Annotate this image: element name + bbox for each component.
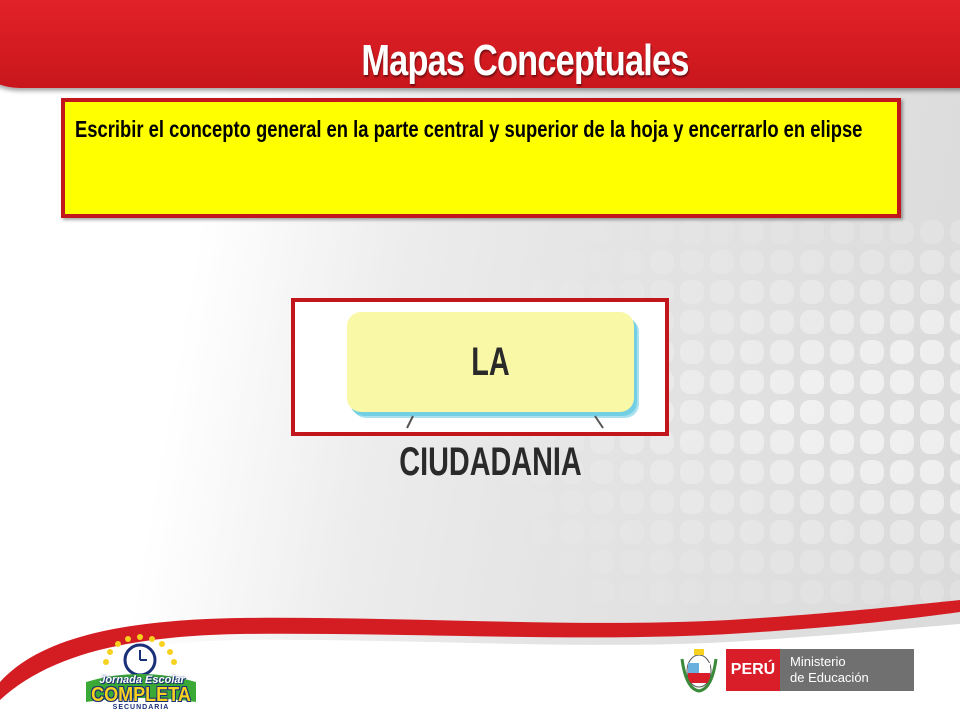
background-dot <box>950 460 960 484</box>
background-dot <box>830 340 854 364</box>
background-dot <box>680 370 704 394</box>
background-dot <box>920 220 944 244</box>
background-dot <box>740 250 764 274</box>
concept-label: LA CIUDADANIA <box>399 340 582 484</box>
background-dot <box>920 430 944 454</box>
background-dot <box>770 310 794 334</box>
background-dot <box>890 520 914 544</box>
background-dot <box>710 280 734 304</box>
background-dot <box>770 370 794 394</box>
background-dot <box>830 220 854 244</box>
background-dot <box>710 340 734 364</box>
background-dot <box>710 370 734 394</box>
background-dot <box>770 550 794 574</box>
background-dot <box>860 520 884 544</box>
background-dot <box>590 220 614 244</box>
background-dot <box>770 520 794 544</box>
background-dot <box>740 400 764 424</box>
ministry-name-line-2: de Educación <box>790 670 869 685</box>
background-dot <box>830 280 854 304</box>
background-dot <box>830 490 854 514</box>
connector-lines <box>295 302 665 484</box>
background-dot <box>740 220 764 244</box>
background-dot <box>890 310 914 334</box>
background-dot <box>770 340 794 364</box>
background-dot <box>830 310 854 334</box>
background-dot <box>740 550 764 574</box>
background-dot <box>950 550 960 574</box>
background-dot <box>620 460 644 484</box>
background-dot <box>770 280 794 304</box>
ministerio-educacion-logo <box>676 645 916 695</box>
background-dot <box>620 250 644 274</box>
background-dot <box>680 310 704 334</box>
background-dot <box>710 250 734 274</box>
background-dot <box>920 400 944 424</box>
background-dot <box>680 550 704 574</box>
background-dot <box>770 250 794 274</box>
background-dot <box>950 250 960 274</box>
peru-label: PERÚ <box>726 649 780 691</box>
background-dot <box>890 460 914 484</box>
background-dot <box>800 490 824 514</box>
background-dot <box>830 460 854 484</box>
background-dot <box>590 520 614 544</box>
background-dot <box>950 370 960 394</box>
background-dot <box>590 490 614 514</box>
background-dot <box>800 280 824 304</box>
background-dot <box>650 250 674 274</box>
background-dot <box>830 430 854 454</box>
background-dot <box>740 490 764 514</box>
background-dot <box>950 520 960 544</box>
background-dot <box>650 550 674 574</box>
background-dot <box>740 460 764 484</box>
background-dot <box>920 490 944 514</box>
background-dot <box>710 550 734 574</box>
background-dot <box>950 430 960 454</box>
logo-line-3: SECUNDARIA <box>112 704 170 711</box>
escudo-peru-icon <box>676 645 722 695</box>
background-dot <box>800 400 824 424</box>
background-dot <box>770 460 794 484</box>
background-dot <box>890 430 914 454</box>
background-dot <box>920 340 944 364</box>
background-dot <box>920 310 944 334</box>
background-dot <box>950 340 960 364</box>
background-dot <box>890 280 914 304</box>
background-dot <box>830 520 854 544</box>
background-dot <box>890 250 914 274</box>
background-dot <box>530 520 554 544</box>
background-dot <box>950 310 960 334</box>
background-dot <box>860 490 884 514</box>
instruction-box <box>61 98 901 218</box>
background-dot <box>650 490 674 514</box>
background-dot <box>800 310 824 334</box>
background-dot <box>860 220 884 244</box>
background-dot <box>650 220 674 244</box>
background-dot <box>890 340 914 364</box>
background-dot <box>740 310 764 334</box>
background-dot <box>830 550 854 574</box>
background-dot <box>920 280 944 304</box>
background-dot <box>860 460 884 484</box>
background-dot <box>800 460 824 484</box>
background-dot <box>740 430 764 454</box>
background-dot <box>740 370 764 394</box>
background-dot <box>770 400 794 424</box>
background-dot <box>770 220 794 244</box>
background-dot <box>800 340 824 364</box>
background-dot <box>680 340 704 364</box>
background-dot <box>590 550 614 574</box>
background-dot <box>650 460 674 484</box>
background-dot <box>890 220 914 244</box>
logo-line-2: COMPLETA <box>91 684 191 706</box>
background-dot <box>920 550 944 574</box>
background-dot <box>800 550 824 574</box>
background-dot <box>890 490 914 514</box>
background-dot <box>650 520 674 544</box>
background-dot <box>800 430 824 454</box>
background-dot <box>890 370 914 394</box>
background-dot <box>680 280 704 304</box>
logo-line-1: Jornada Escolar <box>99 674 185 686</box>
background-dot <box>710 460 734 484</box>
ministry-name-line-1: Ministerio <box>790 654 846 669</box>
ministry-name-box <box>780 649 914 691</box>
background-dot <box>620 490 644 514</box>
background-dot <box>890 550 914 574</box>
background-dot <box>920 250 944 274</box>
background-dot <box>860 250 884 274</box>
background-dot <box>860 430 884 454</box>
background-dot <box>590 460 614 484</box>
jornada-escolar-completa-logo <box>76 634 206 714</box>
background-dot <box>920 370 944 394</box>
background-dot <box>710 430 734 454</box>
background-dot <box>560 550 584 574</box>
background-dot <box>680 250 704 274</box>
background-dot <box>770 430 794 454</box>
background-dot <box>710 400 734 424</box>
background-dot <box>680 460 704 484</box>
background-dot <box>620 520 644 544</box>
concept-image-frame <box>291 298 669 484</box>
background-dot <box>920 460 944 484</box>
background-dot <box>680 520 704 544</box>
background-dot <box>560 520 584 544</box>
background-dot <box>740 520 764 544</box>
background-dot <box>770 490 794 514</box>
background-dot <box>860 280 884 304</box>
background-dot <box>920 520 944 544</box>
background-dot <box>860 550 884 574</box>
background-dot <box>950 490 960 514</box>
background-dot <box>710 520 734 544</box>
background-dot <box>950 280 960 304</box>
background-dot <box>680 400 704 424</box>
background-dot <box>800 220 824 244</box>
background-dot <box>710 490 734 514</box>
background-dot <box>950 220 960 244</box>
background-dot <box>680 220 704 244</box>
background-dot <box>740 280 764 304</box>
background-dot <box>800 370 824 394</box>
background-dot <box>950 400 960 424</box>
background-dot <box>830 250 854 274</box>
background-dot <box>860 310 884 334</box>
background-dot <box>890 400 914 424</box>
background-dot <box>680 430 704 454</box>
slide-title: Mapas Conceptuales <box>361 36 689 85</box>
instruction-text: Escribir el concepto general en la parte central y superior de la hoja y encerrarlo en elipse <box>75 116 863 142</box>
background-dot <box>860 340 884 364</box>
background-dot <box>800 250 824 274</box>
background-dot <box>740 340 764 364</box>
background-dot <box>830 400 854 424</box>
background-dot <box>860 400 884 424</box>
background-dot <box>680 490 704 514</box>
background-dot <box>620 220 644 244</box>
background-dot <box>620 550 644 574</box>
background-dot <box>590 250 614 274</box>
background-dot <box>710 310 734 334</box>
background-dot <box>830 370 854 394</box>
background-dot <box>710 220 734 244</box>
background-dot <box>560 250 584 274</box>
background-dot <box>800 520 824 544</box>
background-dot <box>860 370 884 394</box>
